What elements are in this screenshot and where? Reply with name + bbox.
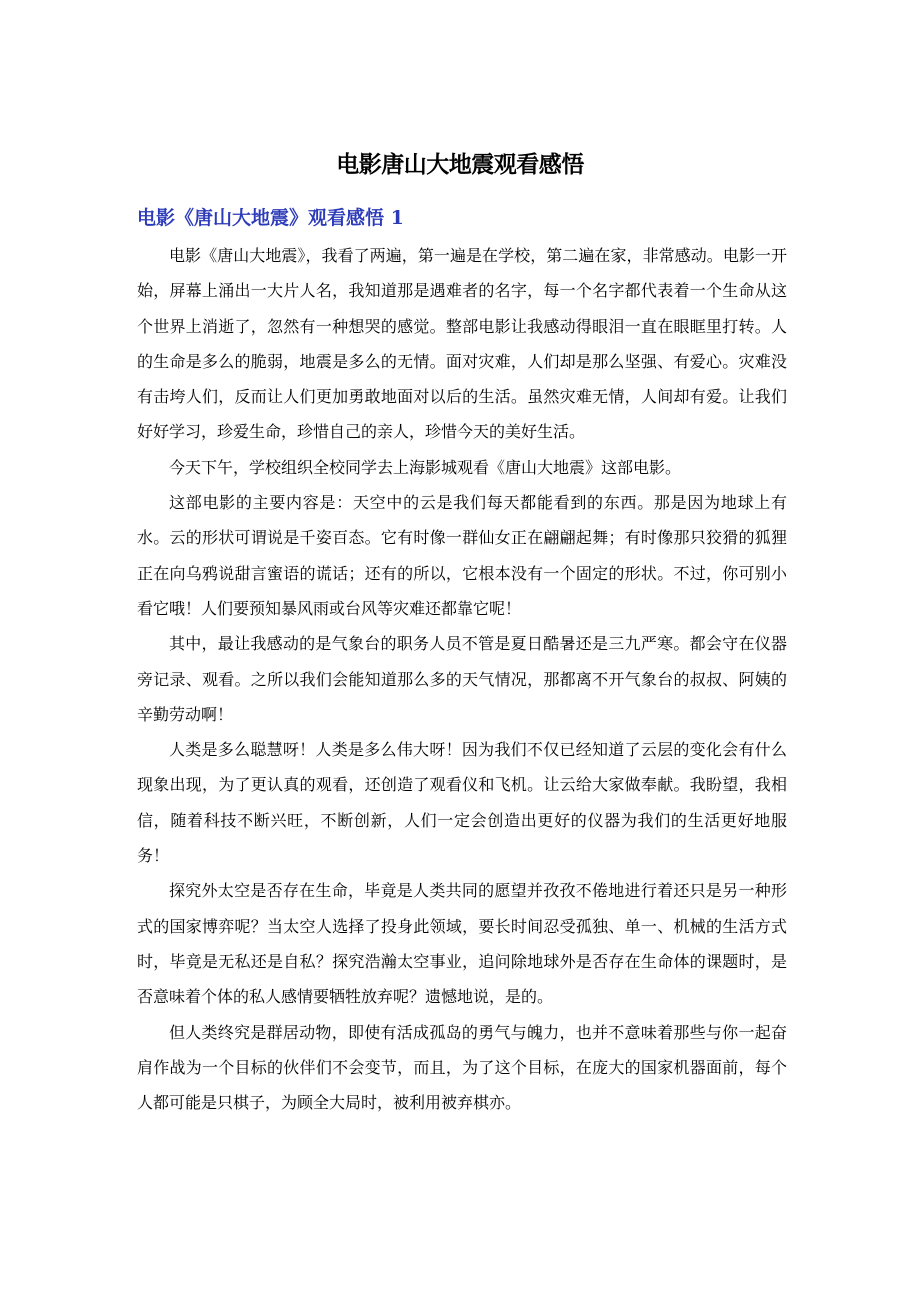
paragraph-2: 今天下午，学校组织全校同学去上海影城观看《唐山大地震》这部电影。 (169, 457, 682, 477)
article-body (137, 238, 787, 1120)
paragraph-1: 电影《唐山大地震》，我看了两遍，第一遍是在学校，第二遍在家，非常感动。电影一开始，屏幕上涌出一大片人名，我知道那是遇难者的名字，每一个名字都代表着一个生命从这个世界上消逝了，忽然有一种想哭的感觉。整部电影让我感动得眼泪一直在眼眶里打转。人的生命是多么的脆弱，地震是多么的无情。面对灾难，人们却是那么坚强、有爱心。灾难没有击垮人们，反而让人们更加勇敢地面对以后的生活。虽然灾难无情，人间却有爱。让我们好好学习，珍爱生命，珍惜自己的亲人，珍惜今天的美好生活。 (137, 246, 787, 442)
paragraph-4: 其中，最让我感动的是气象台的职务人员不管是夏日酷暑还是三九严寒。都会守在仪器旁记录、观看。之所以我们会能知道那么多的天气情况，那都离不开气象台的叔叔、阿姨的辛勤劳动啊！ (137, 634, 787, 724)
paragraph-7: 但人类终究是群居动物，即使有活成孤岛的勇气与魄力，也并不意味着那些与你一起奋肩作战为一个目标的伙伴们不会变节，而且，为了这个目标，在庞大的国家机器面前，每个人都可能是只棋子，为顾全大局时，被利用被弃棋亦。 (137, 1022, 787, 1113)
document-title: 电影唐山大地震观看感悟 (336, 152, 584, 178)
paragraph-3: 这部电影的主要内容是：天空中的云是我们每天都能看到的东西。那是因为地球上有水。云的形状可谓说是千姿百态。它有时像一群仙女正在翩翩起舞；有时像那只狡猾的狐狸正在向乌鸦说甜言蜜语的谎话；还有的所以，它根本没有一个固定的形状。不过，你可别小看它哦！人们要预知暴风雨或台风等灾难还都靠它呢！ (137, 493, 787, 618)
section-heading: 电影《唐山大地震》观看感悟 1 (137, 207, 404, 229)
paragraph-5: 人类是多么聪慧呀！人类是多么伟大呀！因为我们不仅已经知道了云层的变化会有什么现象出现，为了更认真的观看，还创造了观看仪和飞机。让云给大家做奉献。我盼望，我相信，随着科技不断兴旺，不断创新，人们一定会创造出更好的仪器为我们的生活更好地服务！ (137, 740, 787, 866)
paragraph-6: 探究外太空是否存在生命，毕竟是人类共同的愿望并孜孜不倦地进行着还只是另一种形式的国家博弈呢？当太空人选择了投身此领域，要长时间忍受孤独、单一、机械的生活方式时，毕竟是无私还是自私？探究浩瀚太空事业，追问除地球外是否存在生命体的课题时，是否意味着个体的私人感情要牺牲放弃呢？遗憾地说，是的。 (137, 881, 787, 1007)
